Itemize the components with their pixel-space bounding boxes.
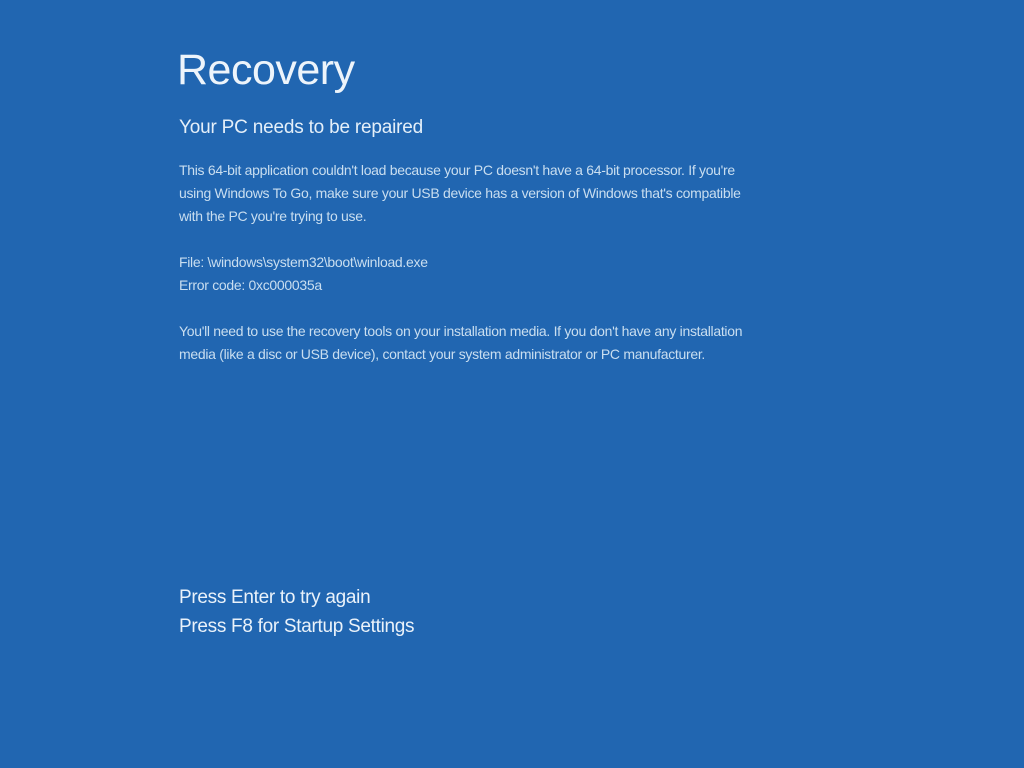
error-subtitle: Your PC needs to be repaired [179, 117, 424, 138]
error-description-line-1: This 64-bit application couldn't load because your PC doesn't have a 64-bit processor. If you're [179, 162, 735, 178]
key-hint-f8: Press F8 for Startup Settings [179, 616, 415, 637]
key-hints [179, 583, 414, 641]
recovery-instructions-line-2: media (like a disc or USB device), contact your system administrator or PC manufacturer. [179, 346, 706, 362]
error-description-line-3: with the PC you're trying to use. [179, 208, 367, 224]
page-title: Recovery [177, 46, 355, 94]
error-file-path: File: \windows\system32\boot\winload.exe [179, 254, 428, 270]
error-description-line-2: using Windows To Go, make sure your USB device has a version of Windows that's compatible [179, 185, 741, 201]
recovery-instructions [179, 320, 742, 366]
error-code: Error code: 0xc000035a [179, 277, 322, 293]
error-description [179, 159, 741, 228]
error-details [179, 251, 428, 297]
recovery-instructions-line-1: You'll need to use the recovery tools on your installation media. If you don't have any installation [179, 323, 743, 339]
key-hint-enter: Press Enter to try again [179, 587, 371, 608]
